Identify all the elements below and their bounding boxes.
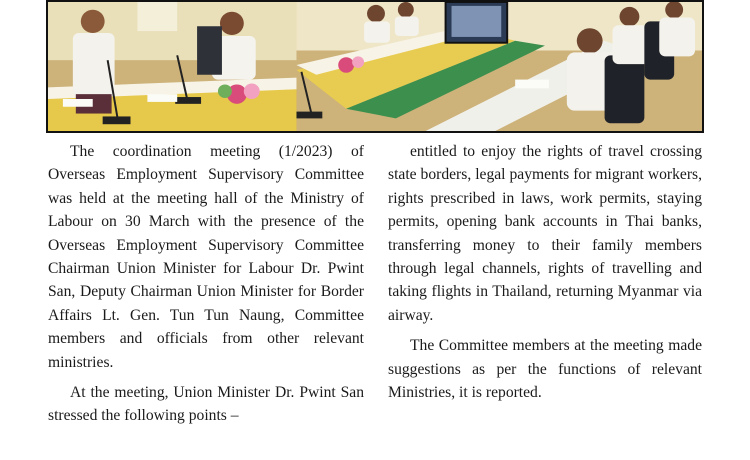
- article-paragraph: entitled to enjoy the rights of travel crossing state borders, legal payments for migrant workers, rights prescribed in laws, work permits, staying permits, opening bank accounts in Thai banks, transferring money to their family members through legal channels, rights of travelling and taking flights in Thailand, returning Myanmar via airway.: [388, 143, 702, 324]
- article-column-right: [388, 140, 702, 404]
- article-paragraph: The coordination meeting (1/2023) of Overseas Employment Supervisory Committee was held at the meeting hall of the Ministry of Labour on 30 March with the presence of the Overseas Employment Supervisory Committee Chairman Union Minister for Labour Dr. Pwint San, Deputy Chairman Union Minister for Border Affairs Lt. Gen. Tun Tun Naung, Committee members and officials from other relevant ministries.: [48, 143, 364, 371]
- meeting-photo: [46, 0, 704, 133]
- article-column-left: [48, 140, 364, 428]
- article-paragraph: At the meeting, Union Minister Dr. Pwint San stressed the following points –: [48, 384, 364, 425]
- article-paragraph: The Committee members at the meeting made suggestions as per the functions of relevant Ministries, it is reported.: [388, 337, 702, 402]
- meeting-photo-illustration: [48, 2, 702, 131]
